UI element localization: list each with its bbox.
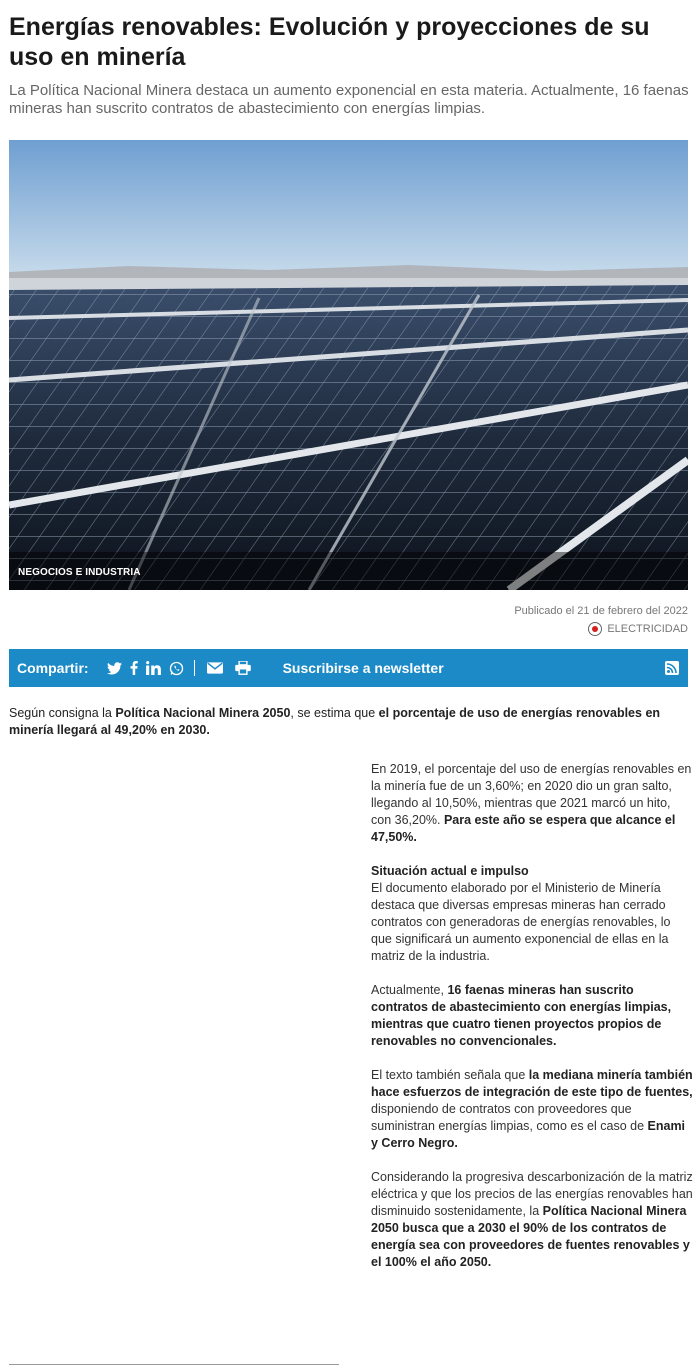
intro-paragraph xyxy=(9,705,689,739)
hero-category-label[interactable]: NEGOCIOS E INDUSTRIA xyxy=(18,567,141,578)
body-paragraph-3 xyxy=(371,982,693,1050)
email-icon[interactable] xyxy=(207,662,223,674)
section-subhead: Situación actual e impulso xyxy=(371,864,529,878)
print-icon[interactable] xyxy=(235,661,251,675)
p3-text: Actualmente, xyxy=(371,983,448,997)
category-tag[interactable] xyxy=(588,622,688,636)
p4-bold-1: la mediana minería también hace esfuerzos de integración de este tipo de fuentes, xyxy=(371,1068,693,1099)
article-meta xyxy=(514,604,688,636)
newsletter-link[interactable]: Suscribirse a newsletter xyxy=(282,660,444,676)
p1-text: En 2019, el porcentaje del uso de energías renovables en la minería fue de un 3,60%; en 2020 dio un gran salto, llegando al 10,50%, mientras que 2021 marcó un hito, con 36,20%. xyxy=(371,762,692,827)
intro-bold-1: Política Nacional Minera 2050 xyxy=(115,706,291,720)
intro-text-2: , se estima que xyxy=(290,706,379,720)
category-tag-label: ELECTRICIDAD xyxy=(607,623,688,635)
p4-bold-2: Enami y Cerro Negro. xyxy=(371,1119,686,1150)
p3-bold: 16 faenas mineras han suscrito contratos de abastecimiento con energías limpias, mientras que cuatro tienen proyectos propios de renovables no convencionales. xyxy=(371,983,672,1048)
share-icons xyxy=(107,660,251,676)
footer-divider xyxy=(9,1364,339,1368)
p4-text-2: disponiendo de contratos con proveedores que suministran energías limpias, como es el caso de xyxy=(371,1102,648,1133)
intro-bold-2: el porcentaje de uso de energías renovables en minería llegará al 49,20% en 2030. xyxy=(9,706,661,737)
twitter-icon[interactable] xyxy=(107,662,122,675)
article-title: Energías renovables: Evolución y proyecciones de su uso en minería xyxy=(9,13,650,71)
p5-text: Considerando la progresiva descarbonización de la matriz eléctrica y que los precios de las energías renovables han disminuido sostenidamente, la xyxy=(371,1170,693,1218)
article-lead: La Política Nacional Minera destaca un aumento exponencial en esta materia. Actualmente, 16 faenas mineras han suscrito contratos de abastecimiento con energías limpias. xyxy=(9,82,689,117)
solar-panels-photo xyxy=(9,140,688,590)
p4-text-1: El texto también señala que xyxy=(371,1068,529,1082)
body-paragraph-2: El documento elaborado por el Ministerio de Minería destaca que diversas empresas mineras han cerrado contratos con generadoras de energías renovables, lo que significará un aumento exponencial de ellas en la matriz de la industria. xyxy=(371,881,671,963)
share-label: Compartir: xyxy=(17,660,89,676)
p5-bold: Política Nacional Minera 2050 busca que a 2030 el 90% de los contratos de energía sea con proveedores de fuentes renovables y el 100% el año 2050. xyxy=(371,1204,690,1269)
share-separator xyxy=(194,660,195,676)
hero-image xyxy=(9,140,688,590)
rss-icon[interactable] xyxy=(665,661,679,675)
share-bar xyxy=(9,649,688,687)
body-paragraph-4 xyxy=(371,1067,693,1152)
target-icon xyxy=(588,622,602,636)
linkedin-icon[interactable] xyxy=(146,661,161,675)
article-body xyxy=(371,761,693,1288)
facebook-icon[interactable] xyxy=(130,661,138,675)
body-paragraph-5 xyxy=(371,1169,693,1271)
publish-date: Publicado el 21 de febrero del 2022 xyxy=(514,605,688,617)
whatsapp-icon[interactable] xyxy=(169,661,184,676)
intro-text-1: Según consigna la xyxy=(9,706,116,720)
body-paragraph-1 xyxy=(371,761,693,846)
p1-bold: Para este año se espera que alcance el 47,50%. xyxy=(371,813,676,844)
